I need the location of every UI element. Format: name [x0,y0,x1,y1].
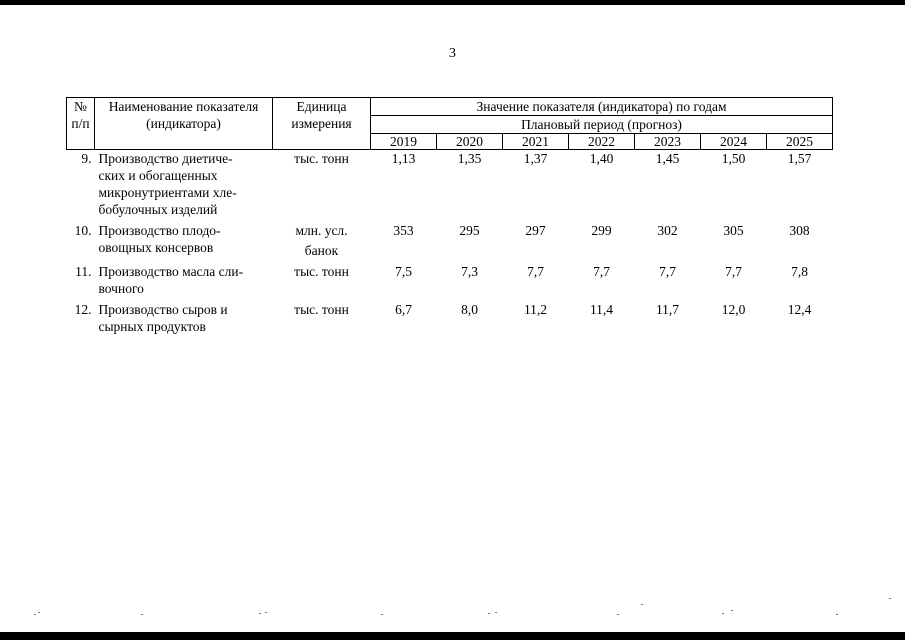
value-cell: 353 [393,223,414,238]
row-number: 11. [75,264,92,279]
header-values-title: Значение показателя (индикатора) по годам [371,98,833,116]
indicator-table [66,97,833,339]
page-number: 3 [449,46,456,61]
unit-line: банок [304,243,339,258]
table-row [67,263,833,301]
indicator-name [95,301,273,339]
unit-cell [273,301,371,339]
scan-noise [0,612,905,622]
scan-top-border [0,0,905,5]
indicator-name [95,150,273,223]
value-cell: 7,3 [461,264,478,279]
value-cell: 7,7 [593,264,610,279]
name-line: сырных продуктов [98,319,206,334]
value-cell: 1,35 [457,151,482,166]
value-cell: 302 [657,223,678,238]
value-cell: 8,0 [461,302,478,317]
value-cell: 299 [591,223,612,238]
indicator-name [95,263,273,301]
value-cell: 11,4 [589,302,614,317]
unit-cell [273,150,371,223]
name-line: ских и обогащенных [98,168,218,183]
value-cell: 1,57 [787,151,812,166]
name-line: бобулочных изделий [98,202,218,217]
value-cell: 1,37 [523,151,548,166]
name-line: вочного [98,281,144,296]
value-cell: 12,4 [787,302,812,317]
header-unit: Единица измерения [273,98,371,150]
name-line: овощных консервов [98,240,214,255]
header-period: Плановый период (прогноз) [371,116,833,134]
value-cell: 7,7 [527,264,544,279]
unit-cell [273,222,371,263]
value-cell: 7,8 [791,264,808,279]
indicator-name [95,222,273,263]
value-cell: 11,2 [523,302,548,317]
value-cell: 7,7 [725,264,742,279]
row-number: 10. [74,223,92,238]
value-cell: 7,5 [395,264,412,279]
header-year: 2025 [767,134,833,150]
value-cell: 7,7 [659,264,676,279]
unit-cell [273,263,371,301]
table-row [67,150,833,223]
name-line: Производство масла сли- [98,264,244,279]
header-year: 2023 [635,134,701,150]
unit-line: тыс. тонн [294,151,349,166]
name-line: микронутриентами хле- [98,185,237,200]
value-cell: 11,7 [655,302,680,317]
header-num: № п/п [67,98,95,150]
header-year: 2021 [503,134,569,150]
header-year: 2019 [371,134,437,150]
value-cell: 308 [789,223,810,238]
name-line: Производство диетиче- [98,151,233,166]
value-cell: 1,50 [721,151,746,166]
header-name: Наименование показателя (индикатора) [95,98,273,150]
value-cell: 305 [723,223,744,238]
row-number: 9. [81,151,92,166]
value-cell: 1,45 [655,151,680,166]
value-cell: 295 [459,223,480,238]
value-cell: 12,0 [721,302,746,317]
table-header [67,98,833,150]
unit-line: тыс. тонн [294,264,349,279]
header-year: 2022 [569,134,635,150]
value-cell: 6,7 [395,302,412,317]
table-body [67,150,833,340]
row-number: 12. [74,302,92,317]
unit-line: тыс. тонн [294,302,349,317]
name-line: Производство плодо- [98,223,221,238]
scan-bottom-border [0,632,905,640]
value-cell: 1,40 [589,151,614,166]
header-year: 2024 [701,134,767,150]
table-row [67,222,833,263]
header-year: 2020 [437,134,503,150]
name-line: Производство сыров и [98,302,228,317]
table-row [67,301,833,339]
value-cell: 1,13 [391,151,416,166]
unit-line: млн. усл. [295,223,348,238]
value-cell: 297 [525,223,546,238]
